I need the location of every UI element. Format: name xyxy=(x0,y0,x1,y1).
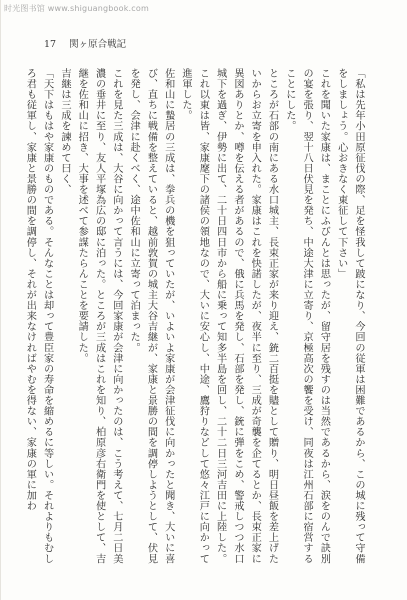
paragraph-4: 佐和山に蟄居の三成は、拳兵の機を狙っていたが、いよいよ家康が会津征伐に向かったと聞き、大いに喜び、直ちに戦備を整えていると、越前敦賀の城主大谷吉継が、家康と景勝の間を調停しようとして、伏見を発し、会津に赴くべく、途中佐和山に立寄って泊まった。 xyxy=(128,68,174,564)
paragraph-1: 「私は先年小田原征伐の際、足を怪我して跛になり、今回の従軍は困難であるから、この城に残って守備をしましょう。心おきなく東征して下さい」 xyxy=(335,68,364,564)
paragraph-7: 「天下はもはや家康のものである。そんなことは却って豊臣家の寿命を縮めるに等しい。それよりもむしろ君も従軍し、家康と景勝の間を調停し、それが出来なければやむを得ない、家康の軍に加わ xyxy=(24,68,53,564)
watermark-text: 时光图书馆 www.shiguangbook.com xyxy=(4,4,149,13)
page-number: 17 xyxy=(44,39,57,50)
paragraph-2: これを聞いた家康は、まことにふびんとは思ったが、留守居を残すのは当然であるから、涙をのんで訣別の宴を張り、翌十八日伏見を発ち、中途大津に立寄り、京極高次の饗を受け、同夜は江州石部に宿営することにした。 xyxy=(283,68,330,564)
paragraph-6: 吉継は三成を諫めて曰く、 xyxy=(58,68,70,195)
paragraph-5: これを見た三成は、大谷に向かって言うには、今回家康が会津に向かったのは、こう考えて、七月二日美濃の垂井に至り、友人平塚為広の邸に泊った。ところが三成はこれを知り、柏原彦右衛門を使として、吉継を佐和山に招き、大事を述べて参謀たらんことを要請した。 xyxy=(76,68,122,564)
paragraph-3: ところが石部の南にある水口城主、長束正家が来り迎え、銃二百挺を贐として贈り、明日昼飯を差上げたいからお立寄を申入れた。家康はこれを快諾したが、夜半に至り、三成が奇襲を企てるとか、長束正家に異図ありとか、噂を伝える者があるので、俄に兵馬を発し、石部を発し、銃に弾をこめ、警戒しつつ水口城下を過ぎ、伊勢に出て、二十日四日市から船に乗って知多半島を回し、二十二日三河吉田に上陸した。これ以東は皆、家康麾下の諸侯の領地なので、大いに安心し、中途、鷹狩りなどして悠々江戸に向かって進軍した。 xyxy=(180,68,278,564)
running-title: 関ヶ原合戦記 xyxy=(69,39,127,50)
running-header xyxy=(44,36,126,50)
body-text xyxy=(24,68,367,566)
